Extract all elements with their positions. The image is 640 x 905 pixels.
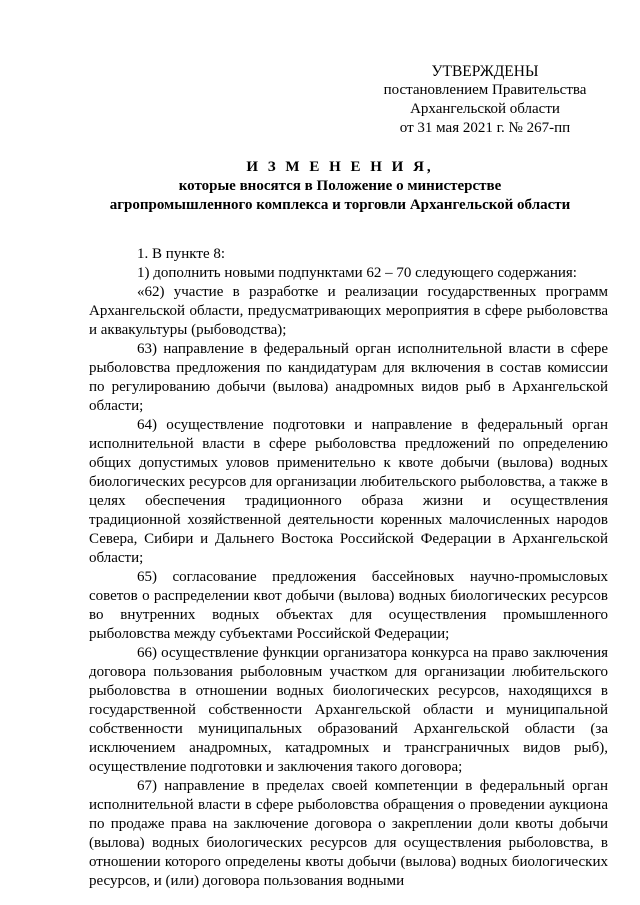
paragraph: 1) дополнить новыми подпунктами 62 – 70 следующего содержания: (137, 265, 577, 281)
paragraph: «62) участие в разработке и реализации государственных программ Архангельской области, предусматривающих мероприятия в сфере рыболовства и аквакультуры (рыбоводства); (89, 284, 608, 338)
heading-line-1: которые вносятся в Положение о министерстве (178, 178, 502, 194)
heading-line-2: агропромышленного комплекса и торговли Архангельской области (109, 197, 571, 213)
paragraph: 1. В пункте 8: (137, 246, 226, 262)
paragraph: 63) направление в федеральный орган исполнительной власти в сфере рыболовства предложения по кандидатурам для включения в состав комиссии по регулированию добычи (вылова) анадромных видов рыб в Архангельской области; (89, 341, 608, 414)
approval-line-2: Архангельской области (410, 101, 560, 117)
paragraph: 66) осуществление функции организатора конкурса на право заключения договора пользования рыболовным участком для организации любительского рыболовства в отношении водных биологических ресурсов, находящихся в государственной собственности Архангельской области и муниципальной собственности муниципальных образований Архангельской области (за исключением анадромных, катадромных и трансграничных видов рыб), осуществление подготовки и заключения такого договора; (89, 645, 608, 775)
approval-line-3: от 31 мая 2021 г. № 267-пп (399, 120, 571, 136)
document-heading (80, 158, 600, 215)
heading-title: И З М Е Н Е Н И Я, (246, 159, 434, 175)
paragraph: 64) осуществление подготовки и направление в федеральный орган исполнительной власти в сфере рыболовства предложений по определению общих допустимых уловов применительно к квоте добычи (вылова) водных биологических ресурсов для организации любительского рыболовства, а также в целях обеспечения традиционного образа жизни и осуществления традиционной хозяйственной деятельности коренных малочисленных народов Севера, Сибири и Дальнего Востока Российской Федерации в Архангельской области; (89, 417, 608, 566)
paragraph: 67) направление в пределах своей компетенции в федеральный орган исполнительной власти в сфере рыболовства обращения о проведении аукциона по продаже права на заключение договора о закреплении доли квоты добычи (вылова) водных биологических ресурсов для осуществления рыболовства, в отношении которого определены квоты добычи (вылова) водных биологических ресурсов, и (или) договора пользования водными (89, 778, 608, 889)
approval-stamp (380, 62, 590, 138)
document-body (89, 245, 608, 891)
approval-title: УТВЕРЖДЕНЫ (431, 63, 539, 80)
approval-line-1: постановлением Правительства (383, 82, 587, 98)
paragraph: 65) согласование предложения бассейновых научно-промысловых советов о распределении квот добычи (вылова) водных биологических ресурсов во внутренних водных объектах для осуществления промышленного рыболовства между субъектами Российской Федерации; (89, 569, 608, 642)
